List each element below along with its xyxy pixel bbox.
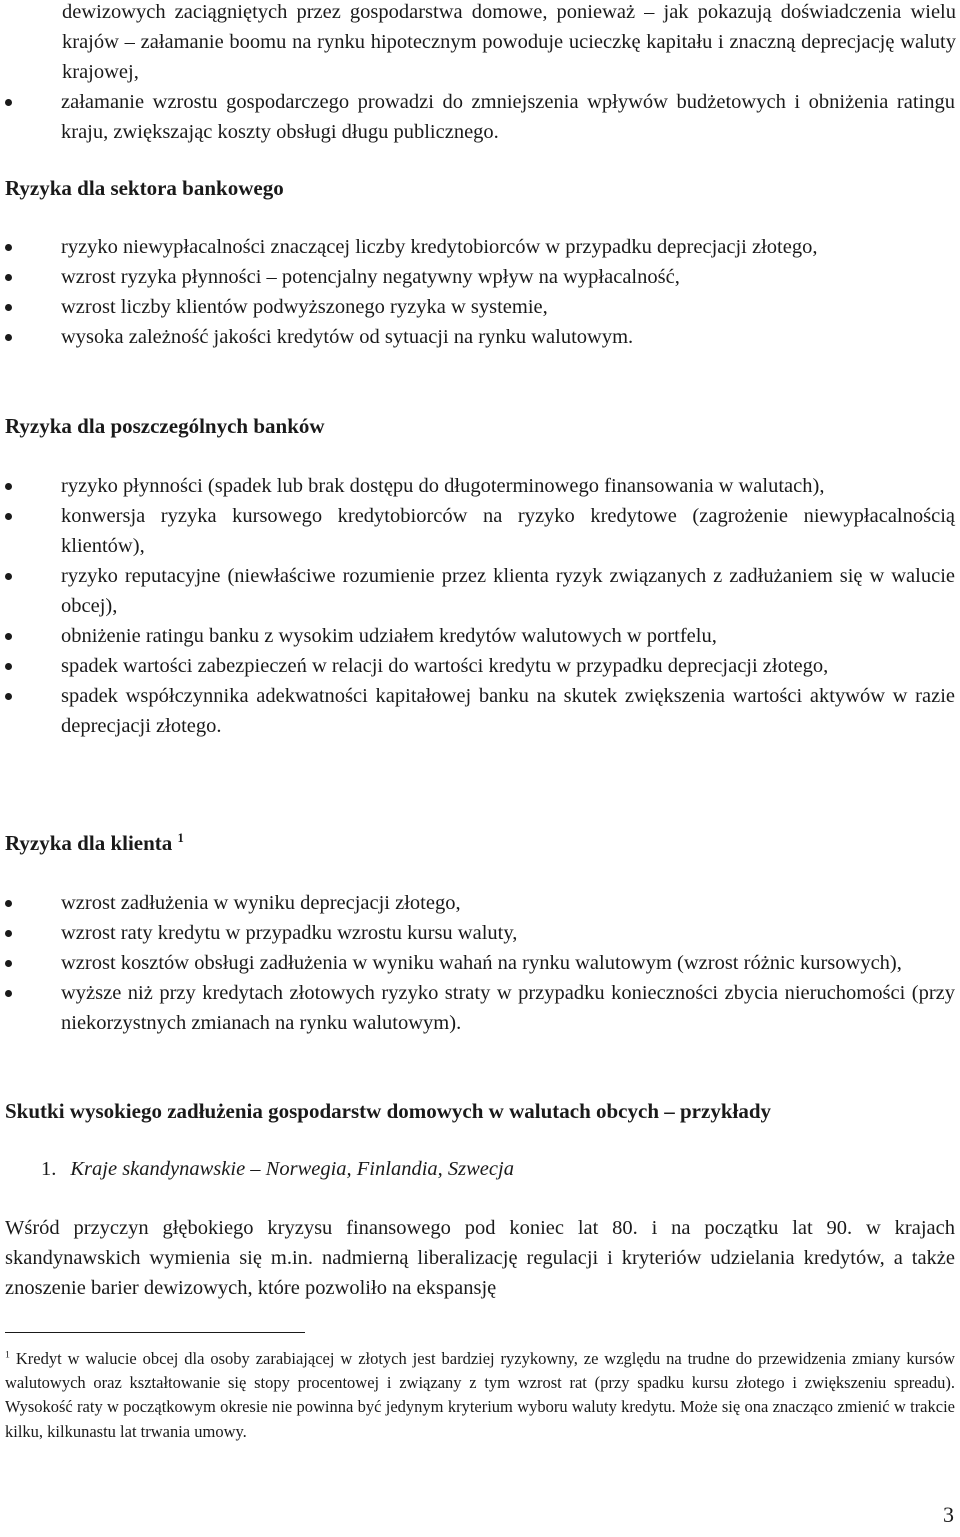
bullet-text: wysoka zależność jakości kredytów od sytuacji na rynku walutowym.: [61, 326, 634, 348]
bullet-text: ryzyko płynności (spadek lub brak dostępu do długoterminowego finansowania w walutach),: [61, 475, 825, 497]
poszczegolne-banki-bullet-list: [0, 471, 960, 741]
bullet-icon: [5, 274, 12, 281]
list-item: [0, 292, 960, 322]
bullet-icon: [5, 663, 12, 670]
numbered-item: [41, 1154, 514, 1184]
footnote-number: 1: [5, 1349, 10, 1361]
body-paragraph: Wśród przyczyn głębokiego kryzysu finansowego pod koniec lat 80. i na początku lat 90. w krajach skandynawskich wymienia się m.in. nadmierną liberalizację regulacji i kryteriów udzielania kredytów, a także znoszenie barier dewizowych, które pozwoliło na ekspansję: [5, 1217, 955, 1299]
list-item: [0, 501, 960, 561]
bullet-icon: [5, 990, 12, 997]
list-item: [0, 232, 960, 262]
footnote-text: Kredyt w walucie obcej dla osoby zarabiającej w złotych jest bardziej ryzykowny, ze względu na trudne do przewidzenia zmiany kursów walutowych oraz kształtowanie się stopy procentowej i związany z tym wzrost rat (przy spadku kursu złotego i zwiększeniu spreadu). Wysokość raty w początkowym okresie nie powinna być jedynym kryterium wyboru waluty kredytu. Może się ona znacząco zmienić w trakcie kilku, kilkunastu lat trwania umowy.: [5, 1349, 956, 1441]
bullet-text: wzrost ryzyka płynności – potencjalny negatywny wpływ na wypłacalność,: [61, 266, 680, 288]
section-heading-poszczegolne-banki: Ryzyka dla poszczególnych banków: [5, 414, 325, 438]
section-heading-skutki: Skutki wysokiego zadłużenia gospodarstw domowych w walutach obcych – przykłady: [5, 1099, 772, 1123]
item-number: 1.: [41, 1158, 57, 1180]
intro-bullet-list: [0, 87, 960, 147]
bullet-icon: [5, 573, 12, 580]
bullet-icon: [5, 334, 12, 341]
bullet-icon: [5, 99, 12, 106]
bullet-text: załamanie wzrostu gospodarczego prowadzi do zmniejszenia wpływów budżetowych i obniżenia ratingu kraju, zwiększając koszty obsługi długu publicznego.: [61, 91, 955, 143]
list-item: [0, 561, 960, 621]
bullet-text: konwersja ryzyka kursowego kredytobiorców na ryzyko kredytowe (zagrożenie niewypłacalnością klientów),: [61, 505, 955, 557]
list-item: [0, 471, 960, 501]
list-item: [0, 948, 960, 978]
bullet-text: obniżenie ratingu banku z wysokim udziałem kredytów walutowych w portfelu,: [61, 625, 717, 647]
list-item: [0, 978, 960, 1038]
sektor-bankowy-bullet-list: [0, 232, 960, 352]
bullet-text: spadek wartości zabezpieczeń w relacji do wartości kredytu w przypadku deprecjacji złotego,: [61, 655, 829, 677]
bullet-text: wzrost zadłużenia w wyniku deprecjacji złotego,: [61, 892, 461, 914]
bullet-icon: [5, 960, 12, 967]
bullet-icon: [5, 693, 12, 700]
list-item: [0, 262, 960, 292]
list-item: [0, 681, 960, 741]
footnote-separator: [5, 1332, 305, 1333]
list-item: [0, 87, 960, 147]
bullet-text: ryzyko niewypłacalności znaczącej liczby kredytobiorców w przypadku deprecjacji złotego,: [61, 236, 818, 258]
footnote-reference: 1: [177, 831, 184, 845]
intro-continuation: dewizowych zaciągniętych przez gospodarstwa domowe, ponieważ – jak pokazują doświadczenia wielu krajów – załamanie boomu na rynku hipotecznym powoduje ucieczkę kapitału i znaczną deprecjację waluty krajowej,: [62, 1, 956, 83]
page-number: 3: [943, 1502, 954, 1527]
bullet-text: ryzyko reputacyjne (niewłaściwe rozumienie przez klienta ryzyk związanych z zadłużaniem się w walucie obcej),: [61, 565, 955, 617]
section-heading-text: Ryzyka dla klienta: [5, 831, 173, 855]
bullet-text: wyższe niż przy kredytach złotowych ryzyko straty w przypadku konieczności zbycia nieruchomości (przy niekorzystnych zmianach na rynku walutowym).: [61, 982, 955, 1034]
bullet-icon: [5, 513, 12, 520]
item-title: Kraje skandynawskie – Norwegia, Finlandia, Szwecja: [70, 1158, 514, 1180]
section-heading-klient: [5, 828, 184, 858]
list-item: [0, 322, 960, 352]
bullet-text: spadek współczynnika adekwatności kapitałowej banku na skutek zwiększenia wartości aktywów w razie deprecjacji złotego.: [61, 685, 955, 737]
bullet-icon: [5, 244, 12, 251]
bullet-icon: [5, 483, 12, 490]
section-heading-sektor-bankowy: Ryzyka dla sektora bankowego: [5, 176, 284, 200]
bullet-icon: [5, 930, 12, 937]
list-item: [0, 918, 960, 948]
list-item: [0, 621, 960, 651]
bullet-icon: [5, 633, 12, 640]
bullet-text: wzrost kosztów obsługi zadłużenia w wyniku wahań na rynku walutowym (wzrost różnic kursowych),: [61, 952, 902, 974]
bullet-text: wzrost liczby klientów podwyższonego ryzyka w systemie,: [61, 296, 548, 318]
footnote: [5, 1347, 955, 1444]
bullet-text: wzrost raty kredytu w przypadku wzrostu kursu waluty,: [61, 922, 518, 944]
bullet-icon: [5, 900, 12, 907]
bullet-icon: [5, 304, 12, 311]
list-item: [0, 651, 960, 681]
list-item: [0, 888, 960, 918]
klient-bullet-list: [0, 888, 960, 1038]
